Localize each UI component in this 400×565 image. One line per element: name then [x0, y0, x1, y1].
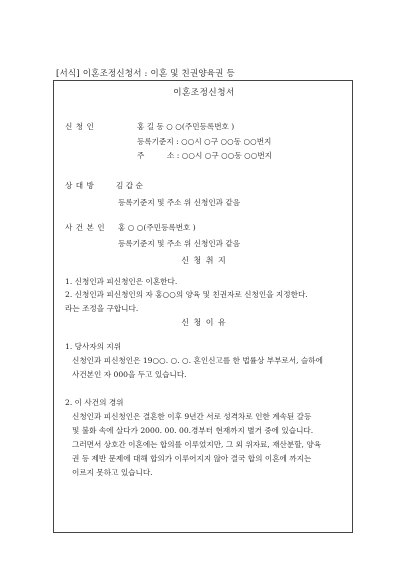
- purpose-line-2: 2. 신청인과 피신청인의 자 홍○○의 양육 및 친권자로 신청인을 지정한다.: [65, 290, 308, 299]
- respondent-detail: 등록기준지 및 주소 위 신청인과 같음: [118, 198, 241, 207]
- applicant-name: 홍 길 동 ○ ○(주민등록번호 ): [137, 122, 235, 131]
- reason-section-2-title: 2. 이 사건의 경위: [65, 398, 124, 407]
- document-caption: [서식] 이혼조정신청서 : 이혼 및 친권양육권 등: [56, 69, 235, 79]
- reason-section-1-title: 1. 당사자의 지위: [65, 342, 122, 351]
- applicant-address: 소 : ○○시 ○구 ○○동 ○○번지: [167, 151, 273, 160]
- application-form: [53, 80, 353, 533]
- principal-label: 사 건 본 인: [65, 223, 106, 232]
- reason-section-1-line-1: 신청인과 피신청인은 19○○. ○. ○. 혼인신고를 한 법률상 부부로서, 슬하에: [72, 356, 323, 365]
- reason-section-1-line-2: 사건본인 자 000을 두고 있습니다.: [72, 370, 187, 379]
- purpose-heading: 신 청 취 지: [181, 256, 227, 265]
- reasons-heading: 신 청 이 유: [181, 318, 227, 327]
- reason-section-2-line-2: 및 불화 속에 살다가 2000. 00. 00.경부터 현재까지 별거 중에 있습니다.: [72, 426, 314, 435]
- purpose-line-1: 1. 신청인과 피신청인은 이혼한다.: [65, 277, 178, 286]
- purpose-line-3: 라는 조정을 구합니다.: [65, 304, 139, 313]
- applicant-address-label: 주: [137, 151, 145, 160]
- respondent-label: 상 대 방: [65, 181, 95, 190]
- applicant-label: 신 청 인: [65, 122, 95, 131]
- respondent-name: 김 갑 순: [116, 181, 143, 190]
- form-title: 이혼조정신청서: [173, 88, 235, 98]
- principal-detail: 등록기준지 및 주소 위 신청인과 같음: [118, 239, 241, 248]
- applicant-registered-domicile: 등록기준지 : ○○시 ○구 ○○동 ○○번지: [137, 137, 272, 146]
- reason-section-2-line-3: 그러면서 상호간 이혼에는 합의를 이루었지만, 그 외 위자료, 재산분할, 양육: [72, 440, 322, 449]
- reason-section-2-line-1: 신청인과 피신청인은 결혼한 이후 9년간 서로 성격차로 인한 계속된 갈등: [72, 412, 312, 421]
- reason-section-2-line-5: 이르지 못하고 있습니다.: [72, 468, 153, 477]
- principal-name: 홍 ○ ○(주민등록번호 ): [118, 223, 196, 232]
- reason-section-2-line-4: 권 등 제반 문제에 대해 합의가 이루어지지 않아 결국 합의 이혼에 까지는: [72, 454, 312, 463]
